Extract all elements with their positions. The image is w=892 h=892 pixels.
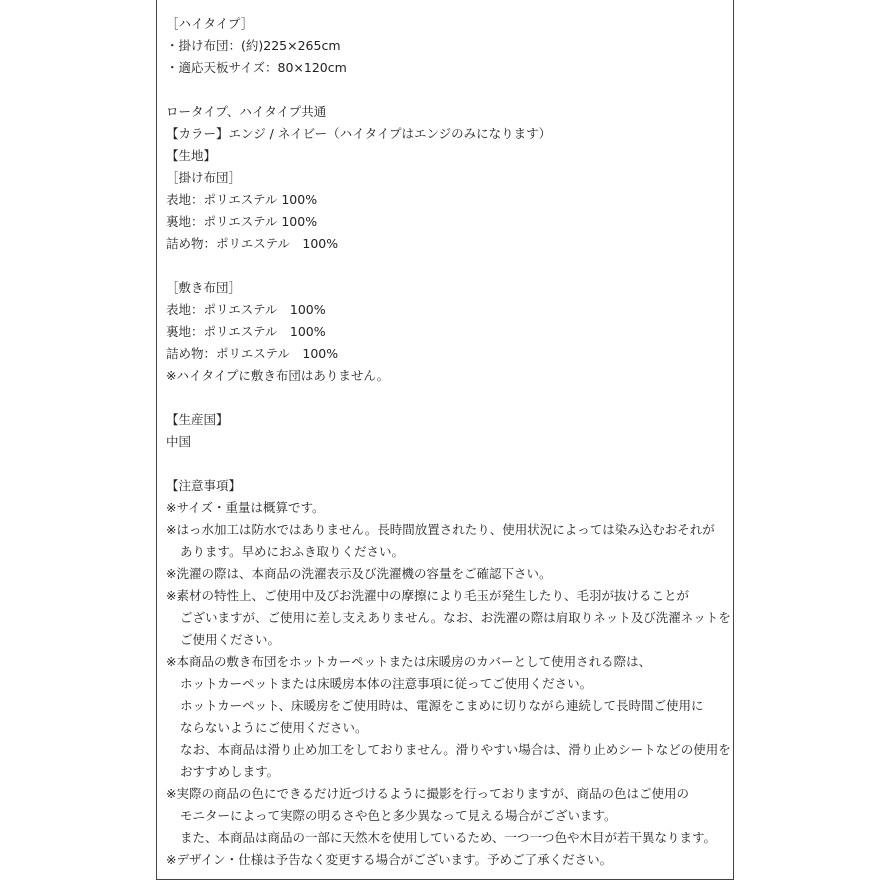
text-line: 【生地】 xyxy=(166,148,217,163)
text-line: ご使用ください。 xyxy=(180,632,281,647)
text-line: ［ハイタイプ］ xyxy=(166,16,254,31)
text-line: ・適応天板サイズ：80×120cm xyxy=(166,60,347,75)
blank-line xyxy=(166,453,731,475)
text-line: 詰め物：ポリエステル 100% xyxy=(166,346,339,361)
text-line: 表地：ポリエステル 100% xyxy=(166,302,326,317)
text-line: ※デザイン・仕様は予告なく変更する場合がございます。予めご了承ください。 xyxy=(166,852,613,867)
text-line: おすすめします。 xyxy=(180,764,280,779)
text-line: ※サイズ・重量は概算です。 xyxy=(166,500,325,515)
text-line: ※ハイタイプに敷き布団はありません。 xyxy=(166,368,390,383)
text-line: 詰め物：ポリエステル 100% xyxy=(166,236,339,251)
blank-line xyxy=(166,79,731,101)
text-line: 【カラー】エンジ / ネイビー（ハイタイプはエンジのみになります） xyxy=(166,126,552,141)
text-line: ［敷き布団］ xyxy=(166,280,242,295)
text-line: ※素材の特性上、ご使用中及びお洗濯中の摩擦により毛玉が発生したり、毛羽が抜けることが xyxy=(166,588,689,603)
text-line: 【生産国】 xyxy=(166,412,229,427)
text-line: ホットカーペットまたは床暖房本体の注意事項に従ってご使用ください。 xyxy=(180,676,593,691)
text-line: ※本商品の敷き布団をホットカーペットまたは床暖房のカバーとして使用される際は、 xyxy=(166,654,652,669)
text-line: あります。早めにおふき取りください。 xyxy=(180,544,405,559)
text-line: ※実際の商品の色にできるだけ近づけるように撮影を行っておりますが、商品の色はご使用の xyxy=(166,786,689,801)
text-line: 中国 xyxy=(166,434,192,449)
text-line: ※洗濯の際は、本商品の洗濯表示及び洗濯機の容量をご確認下さい。 xyxy=(166,566,552,581)
text-line: 表地：ポリエステル 100% xyxy=(166,192,318,207)
text-line: モニターによって実際の明るさや色と多少異なって見える場合がございます。 xyxy=(180,808,617,823)
spec-text-block xyxy=(166,13,731,871)
blank-line xyxy=(166,255,731,277)
text-line: ホットカーペット、床暖房をご使用時は、電源をこまめに切りながら連続して長時間ご使用に xyxy=(180,698,704,713)
text-line: 【注意事項】 xyxy=(166,478,242,493)
text-line: 裏地：ポリエステル 100% xyxy=(166,214,318,229)
text-line: ございますが、ご使用に差し支えありません。なお、お洗濯の際は肩取りネット及び洗濯ネットを xyxy=(180,610,731,625)
text-line: ならないようにご使用ください。 xyxy=(180,720,368,735)
text-line: ・掛け布団：(約)225×265cm xyxy=(166,38,341,53)
text-line: ※はっ水加工は防水ではありません。長時間放置されたり、使用状況によっては染み込むおそれが xyxy=(166,522,715,537)
text-line: また、本商品は商品の一部に天然木を使用しているため、一つ一つ色や木目が若干異なります。 xyxy=(180,830,717,845)
text-line: ロータイプ、ハイタイプ共通 xyxy=(166,104,327,119)
blank-line xyxy=(166,387,731,409)
text-line: なお、本商品は滑り止め加工をしておりません。滑りやすい場合は、滑り止めシートなどの使用を xyxy=(180,742,731,757)
text-line: 裏地：ポリエステル 100% xyxy=(166,324,326,339)
text-line: ［掛け布団］ xyxy=(166,170,242,185)
